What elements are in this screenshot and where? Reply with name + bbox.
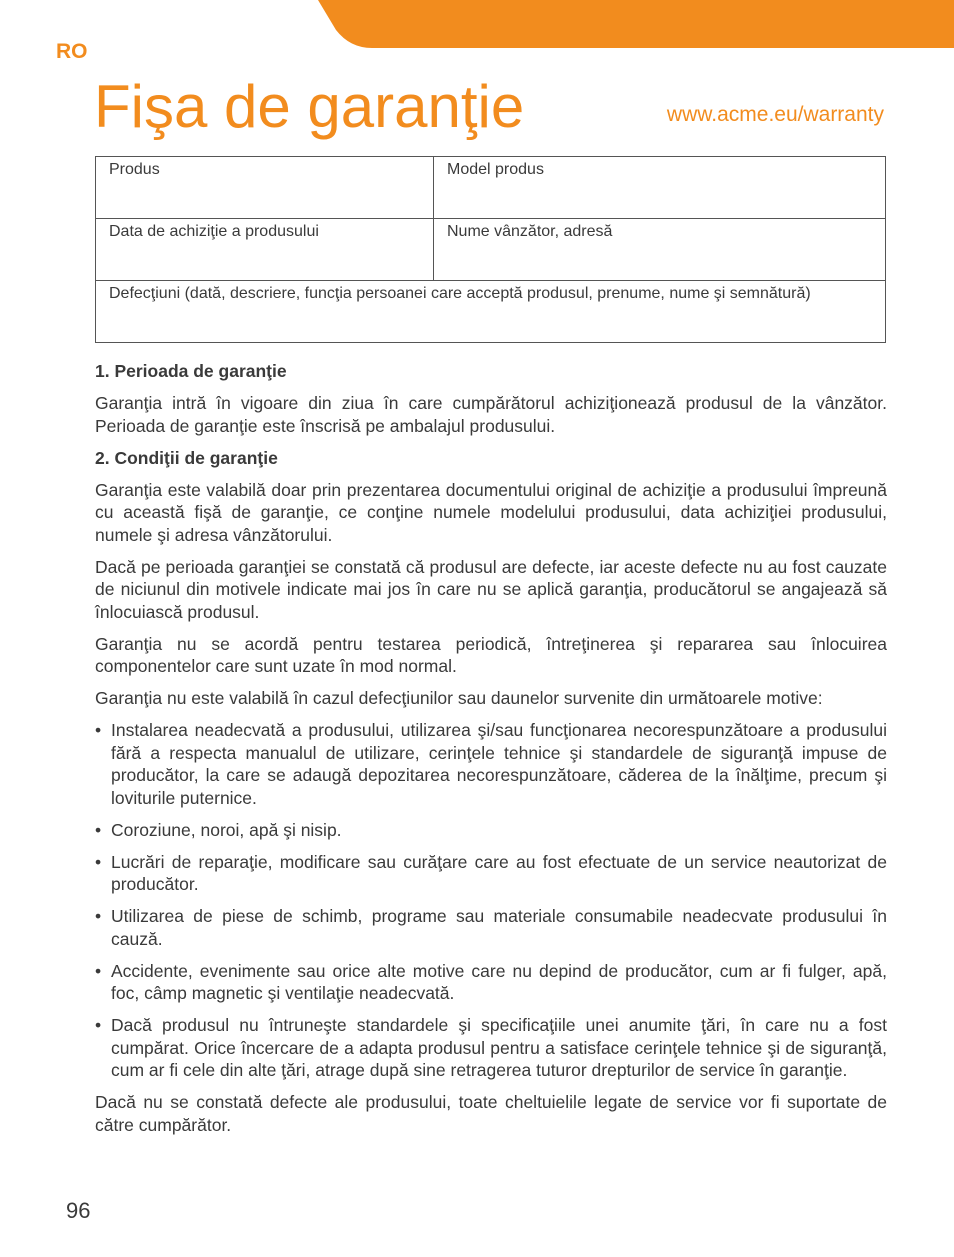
page-number: 96	[66, 1198, 91, 1223]
paragraph: Garanţia este valabilă doar prin prezentarea documentului original de achiziţie a produsului împreună cu această fişă de garanţie, ce conţine numele modelului produsului, data achiziţiei produsului, numele şi adresa vânzătorului.	[95, 479, 887, 545]
list-item-text: Coroziune, noroi, apă şi nisip.	[111, 819, 342, 840]
warranty-form-table	[95, 156, 886, 343]
list-item-text: Dacă produsul nu întruneşte standardele şi specificaţiile unei anumite ţări, în care nu a fost cumpărat. Orice încercare de a adapta produsul pentru a satisface cerinţele tehnice şi de siguranţă, cum ar fi cele din alte ţări, atrage după sine retragerea tuturor drepturilor de service în garanţie.	[111, 1015, 887, 1080]
section-heading-warranty-conditions: 2. Condiţii de garanţie	[95, 447, 278, 468]
field-defects[interactable]: Defecţiuni (dată, descriere, funcţia persoanei care acceptă produsul, prenume, nume şi semnătură)	[96, 281, 886, 343]
bullet-icon: •	[95, 819, 102, 840]
paragraph: Garanţia nu se acordă pentru testarea periodică, întreţinerea şi repararea sau înlocuirea componentelor care sunt uzate în mod normal.	[95, 633, 887, 676]
list-item	[95, 719, 887, 809]
section-heading-warranty-period: 1. Perioada de garanţie	[95, 361, 287, 381]
bullet-icon: •	[95, 851, 102, 872]
list-item	[95, 1014, 887, 1082]
bullet-icon: •	[95, 720, 102, 740]
exclusions-list	[95, 719, 887, 1082]
paragraph: Dacă pe perioada garanţiei se constată că produsul are defecte, iar aceste defecte nu au fost cauzate de niciunul din motivele indicate mai jos în care nu se aplică garanţia, producătorul se angajează să înlocuiască produsul.	[95, 556, 887, 622]
list-item-text: Instalarea neadecvată a produsului, utilizarea şi/sau funcţionarea necorespunzătoare a produsului fără a respecta manualul de utilizare, cerinţele tehnice şi standardele de siguranţă impuse de producător, la care se adaugă depozitarea necorespunzătoare, căderea de la înălţime, precum şi loviturile puternice.	[111, 720, 887, 808]
page-title: Fişa de garanţie	[94, 73, 525, 140]
list-item	[95, 960, 887, 1005]
warranty-content	[95, 360, 887, 1146]
field-seller[interactable]: Nume vânzător, adresă	[434, 219, 886, 281]
list-item-text: Accidente, evenimente sau orice alte motive care nu depind de producător, cum ar fi fulger, apă, foc, câmp magnetic şi ventilaţie neadecvată.	[111, 960, 887, 1003]
orange-header-band	[0, 0, 954, 48]
list-item	[95, 819, 887, 842]
field-purchase-date[interactable]: Data de achiziţie a produsului	[96, 219, 434, 281]
paragraph: Garanţia nu este valabilă în cazul defecţiunilor sau daunelor survenite din următoarele motive:	[95, 688, 823, 708]
warranty-url-link[interactable]: www.acme.eu/warranty	[666, 103, 884, 126]
language-code: RO	[56, 40, 88, 63]
list-item-text: Lucrări de reparaţie, modificare sau curăţare care au fost efectuate de un service neautorizat de producător.	[111, 851, 887, 894]
bullet-icon: •	[95, 960, 102, 981]
list-item	[95, 905, 887, 950]
bullet-icon: •	[95, 906, 102, 926]
list-item	[95, 851, 887, 896]
list-item-text: Utilizarea de piese de schimb, programe sau materiale consumabile neadecvate produsului în cauză.	[111, 906, 887, 949]
paragraph: Dacă nu se constată defecte ale produsului, toate cheltuielile legate de service vor fi suportate de către cumpărător.	[95, 1092, 887, 1135]
field-model[interactable]: Model produs	[434, 157, 886, 219]
bullet-icon: •	[95, 1015, 102, 1035]
field-product[interactable]: Produs	[96, 157, 434, 219]
paragraph: Garanţia intră în vigoare din ziua în care cumpărătorul achiziţionează produsul de la vânzător. Perioada de garanţie este înscrisă pe ambalajul produsului.	[95, 393, 887, 436]
